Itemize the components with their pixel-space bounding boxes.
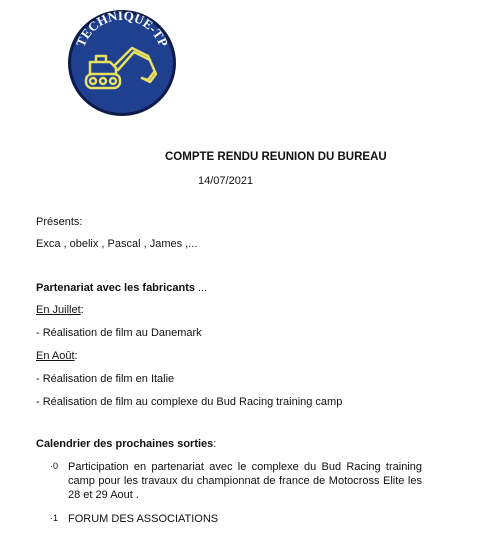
calendrier-item-number: ·0 bbox=[50, 461, 59, 471]
calendrier-item-text: FORUM DES ASSOCIATIONS bbox=[68, 513, 219, 525]
calendrier-item-text: Participation en partenariat avec le complexe du Bud Racing training camp pour les travaux du championnat de france de Motocross Elite les 28 et 29 Aout . bbox=[68, 461, 422, 501]
aout-label-colon: : bbox=[74, 350, 78, 362]
document-title: COMPTE RENDU REUNION DU BUREAU bbox=[165, 151, 387, 163]
logo-text: TECHNIQUE-TP bbox=[72, 8, 172, 49]
partenariat-heading-suffix: ... bbox=[194, 282, 208, 294]
calendrier-heading-suffix: : bbox=[213, 438, 217, 450]
calendrier-heading bbox=[36, 438, 216, 450]
calendrier-item-number: ·1 bbox=[50, 513, 59, 523]
aout-label-text: En Août bbox=[36, 350, 75, 362]
calendrier-heading-text: Calendrier des prochaines sorties bbox=[36, 438, 214, 450]
document-date: 14/07/2021 bbox=[198, 175, 254, 187]
partenariat-heading-text: Partenariat avec les fabricants bbox=[36, 282, 195, 294]
aout-item: - Réalisation de film au complexe du Bud Racing training camp bbox=[36, 396, 343, 408]
aout-item: - Réalisation de film en Italie bbox=[36, 373, 175, 385]
juillet-label-colon: : bbox=[80, 304, 84, 316]
technique-tp-logo bbox=[66, 8, 178, 118]
presents-names: Exca , obelix , Pascal , James ,... bbox=[36, 238, 198, 250]
calendrier-item bbox=[50, 512, 422, 528]
presents-label: Présents: bbox=[36, 216, 83, 228]
juillet-label-text: En Juillet bbox=[36, 304, 81, 316]
aout-label bbox=[36, 350, 78, 362]
juillet-label bbox=[36, 304, 84, 316]
logo-disc bbox=[71, 13, 173, 113]
partenariat-heading bbox=[36, 282, 207, 294]
calendrier-item bbox=[50, 460, 422, 504]
juillet-item: - Réalisation de film au Danemark bbox=[36, 327, 202, 339]
